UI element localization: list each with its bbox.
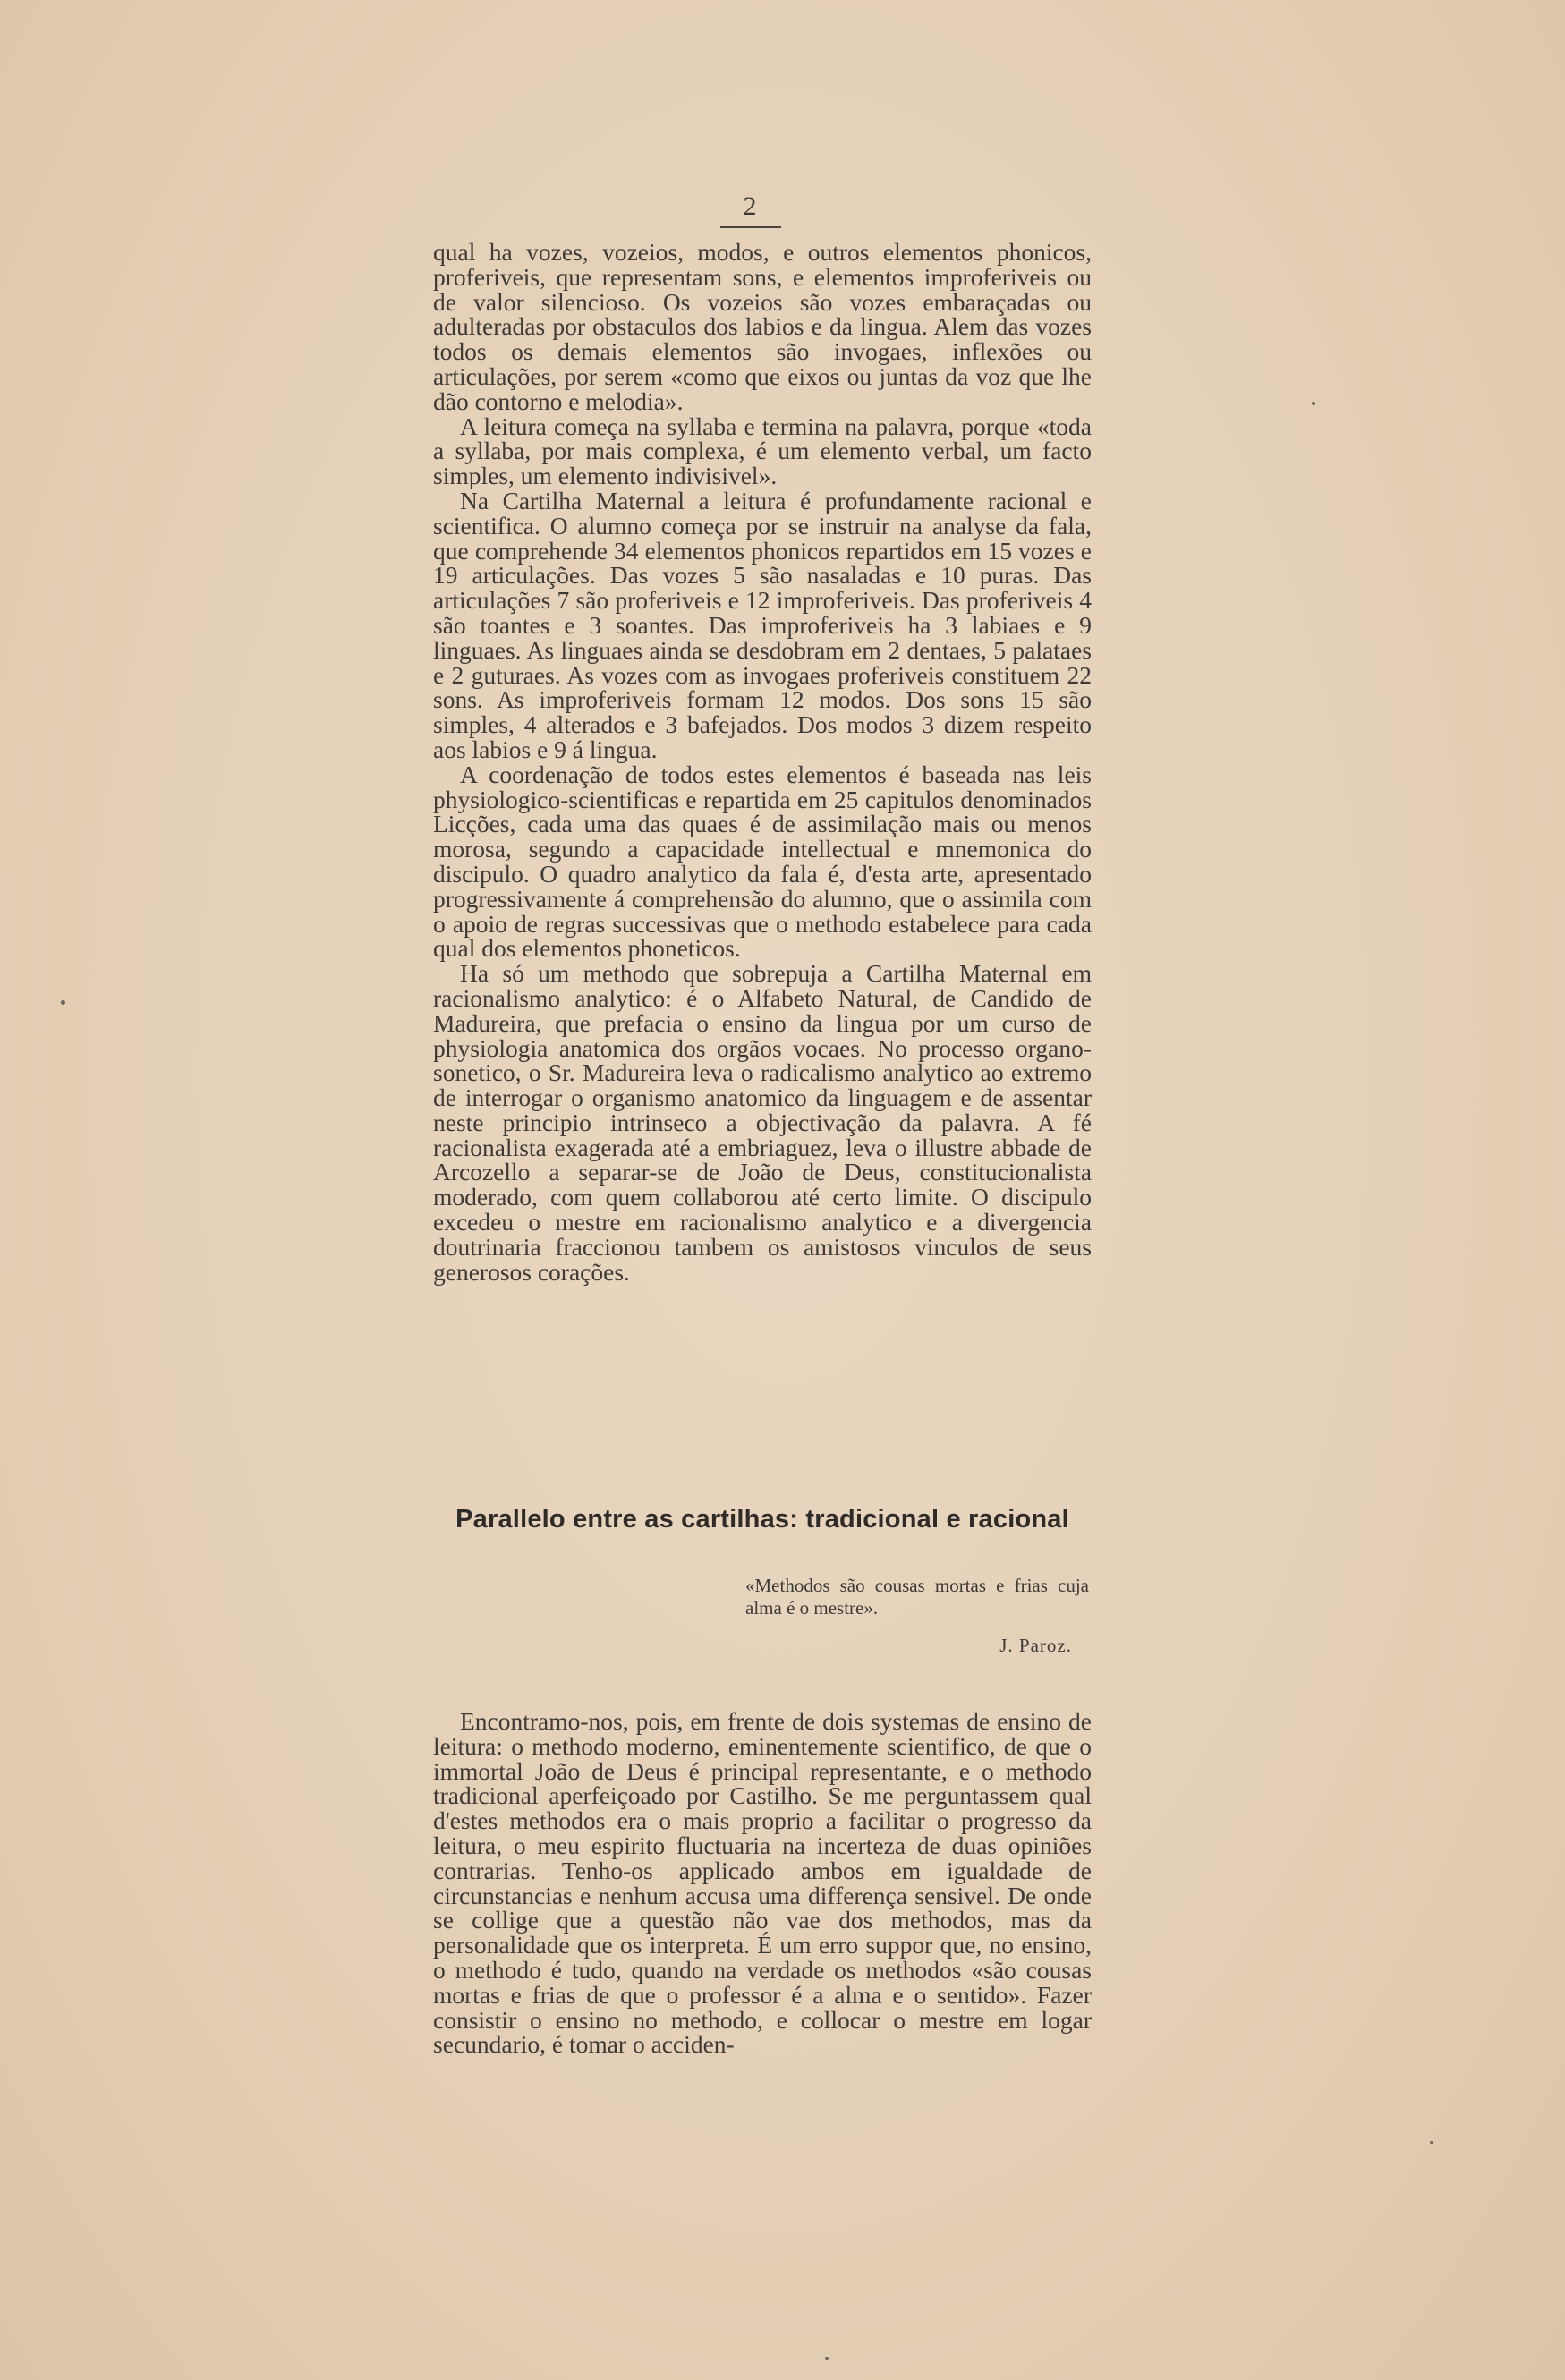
epigraph-quote: «Methodos são cousas mortas e frias cuja alma é o mestre». (745, 1575, 1089, 1619)
epigraph-author: J. Paroz. (999, 1635, 1072, 1656)
paragraph: Ha só um methodo que sobrepuja a Cartilha Maternal em racionalismo analytico: é o Alfabeto Natural, de Candido de Madureira, que prefacia o ensino da lingua por um curso de physiologia anatomica dos orgãos vocaes. No processo organo-sonetico, o Sr. Madureira leva o radicalismo analytico ao extremo de interrogar o organismo anatomico da linguagem e de assentar neste principio intrinseco a objectivação da palavra. A fé racionalista exagerada até a embriaguez, leva o illustre abbade de Arcozello a separar-se de João de Deus, constitucionalista moderado, com quem collaborou até certo limite. O discipulo excedeu o mestre em racionalismo analytico e a divergencia doutrinaria fraccionou tambem os amistosos vinculos de seus generosos corações. (433, 959, 1092, 1286)
page-number-rule (720, 226, 781, 228)
section-heading: Parallelo entre as cartilhas: tradicional e racional (455, 1505, 1069, 1534)
body-text-part1 (433, 240, 1092, 1284)
paragraph: Encontramo-nos, pois, em frente de dois systemas de ensino de leitura: o methodo moderno, eminentemente scientifico, de que o immortal João de Deus é principal representante, e o methodo tradicional aperfeiçoado por Castilho. Se me perguntassem qual d'estes methodos era o mais proprio a facilitar o progresso da leitura, o meu espirito fluctuaria na incerteza de duas opiniões contrarias. Tenho-os applicado ambos em igualdade de circunstancias e nenhum accusa uma differença sensivel. De onde se collige que a questão não vae dos methodos, mas da personalidade que os interpreta. É um erro suppor que, no ensino, o methodo é tudo, quando na verdade os methodos «são cousas mortas e frias de que o professor é a alma e o sentido». Fazer consistir o ensino no methodo, e collocar o mestre em logar secundario, é tomar o acciden- (433, 1707, 1092, 2059)
paper-speck (61, 1000, 65, 1005)
paper-speck (1430, 2141, 1433, 2144)
paragraph: qual ha vozes, vozeios, modos, e outros elementos phonicos, proferiveis, que representam sons, e elementos improferiveis ou de valor silencioso. Os vozeios são vozes embaraçadas ou adulteradas por obstaculos dos labios e da lingua. Alem das vozes todos os demais elementos são invogaes, inflexões ou articulações, por serem «como que eixos ou juntas da voz que lhe dão contorno e melodia». (433, 238, 1092, 415)
epigraph (745, 1575, 1089, 1619)
paragraph: A leitura começa na syllaba e termina na palavra, porque «toda a syllaba, por mais complexa, é um elemento verbal, um facto simples, um elemento indivisivel». (433, 412, 1092, 490)
paragraph: A coordenação de todos estes elementos é baseada nas leis physiologico-scientificas e repartida em 25 capitulos denominados Licções, cada uma das quaes é de assimilação mais ou menos morosa, segundo a capacidade intellectual e mnemonica do discipulo. O quadro analytico da fala é, d'esta arte, apresentado progressivamente á comprehensão do alumno, que o assimila com o apoio de regras successivas que o methodo estabelece para cada qual dos elementos phoneticos. (433, 760, 1092, 963)
paper-speck (1312, 402, 1315, 405)
body-text-part2 (433, 1709, 1092, 2057)
paper-speck (825, 2357, 829, 2360)
page-number: 2 (743, 191, 757, 221)
paragraph: Na Cartilha Maternal a leitura é profundamente racional e scientifica. O alumno começa por se instruir na analyse da fala, que comprehende 34 elementos phonicos repartidos em 15 vozes e 19 articulações. Das vozes 5 são nasaladas e 10 puras. Das articulações 7 são proferiveis e 12 improferiveis. Das proferiveis 4 são toantes e 3 soantes. Das improferiveis ha 3 labiaes e 9 linguaes. As linguaes ainda se desdobram em 2 dentaes, 5 palataes e 2 guturaes. As vozes com as invogaes proferiveis constituem 22 sons. As improferiveis formam 12 modos. Dos sons 15 são simples, 4 alterados e 3 bafejados. Dos modos 3 dizem respeito aos labios e 9 á lingua. (433, 486, 1092, 763)
